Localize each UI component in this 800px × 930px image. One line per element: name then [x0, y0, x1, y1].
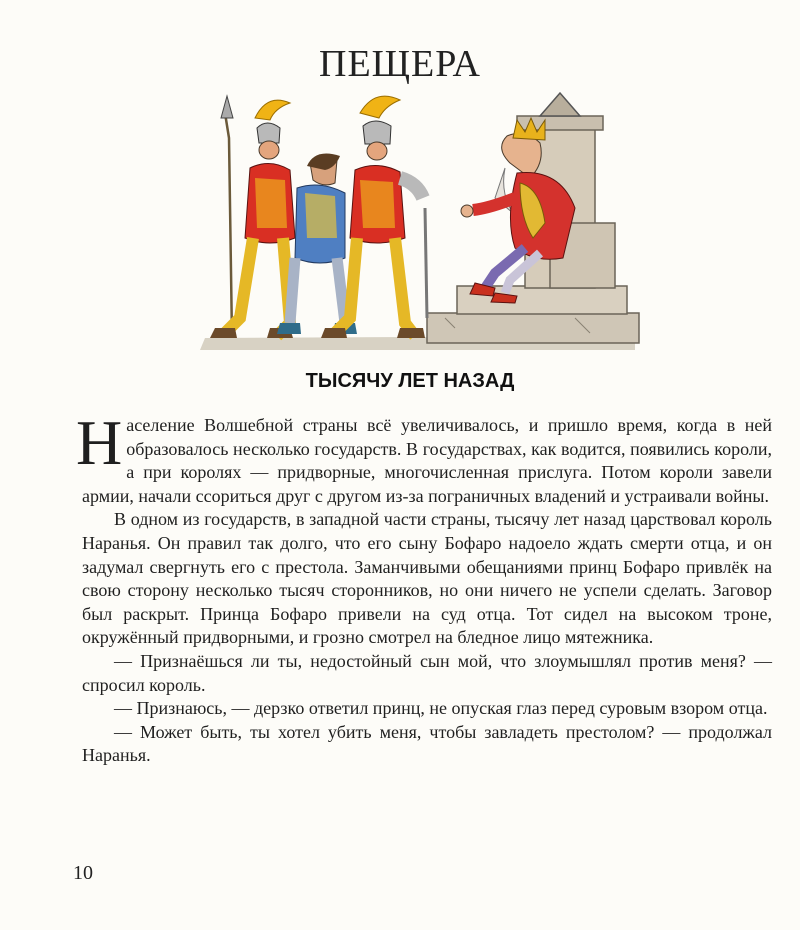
- paragraph-4: — Признаюсь, — дерзко ответил принц, не опуская глаз перед суровым взором отца.: [114, 698, 768, 719]
- paragraph-1: [76, 407, 772, 508]
- page-number: 10: [73, 862, 93, 884]
- illustration: [195, 88, 645, 353]
- drop-cap: Н: [76, 407, 123, 478]
- paragraph-5: — Может быть, ты хотел убить меня, чтобы завладеть престолом? — продолжал Наранья.: [82, 721, 772, 766]
- guard-left-figure: [210, 96, 295, 338]
- paragraph-2: В одном из государств, в западной части страны, тысячу лет назад царствовал король Наранья. Он правил так долго, что его сыну Бофаро надоело ждать смерти отца, и он задумал свергнуть его с престола. Заманчивыми обещаниями принц Бофаро привлёк на свою сторону несколько тысяч сторонников, но они ничего не успели сделать. Заговор был раскрыт. Принца Бофаро привели на суд отца. Тот сидел на высоком троне, окружённый придворными, и грозно смотрел на бледное лицо мятежника.: [82, 509, 772, 648]
- body-text: [76, 407, 772, 768]
- paragraph-1-text: аселение Волшебной страны всё увеличивалось, и пришло время, когда в ней образовалось несколько государств. В государствах, как водится, появились короли, а при королях — придворные, многочисленная прислуга. Потом короли завели армии, начали ссориться друг с другом из-за пограничных владений и устраивали войны.: [82, 415, 772, 506]
- paragraph-3: — Признаёшься ли ты, недостойный сын мой, что злоумышлял против меня? — спросил король.: [82, 650, 772, 695]
- page-title: ПЕЩЕРА: [319, 43, 481, 85]
- chapter-title: ТЫСЯЧУ ЛЕТ НАЗАД: [305, 370, 515, 392]
